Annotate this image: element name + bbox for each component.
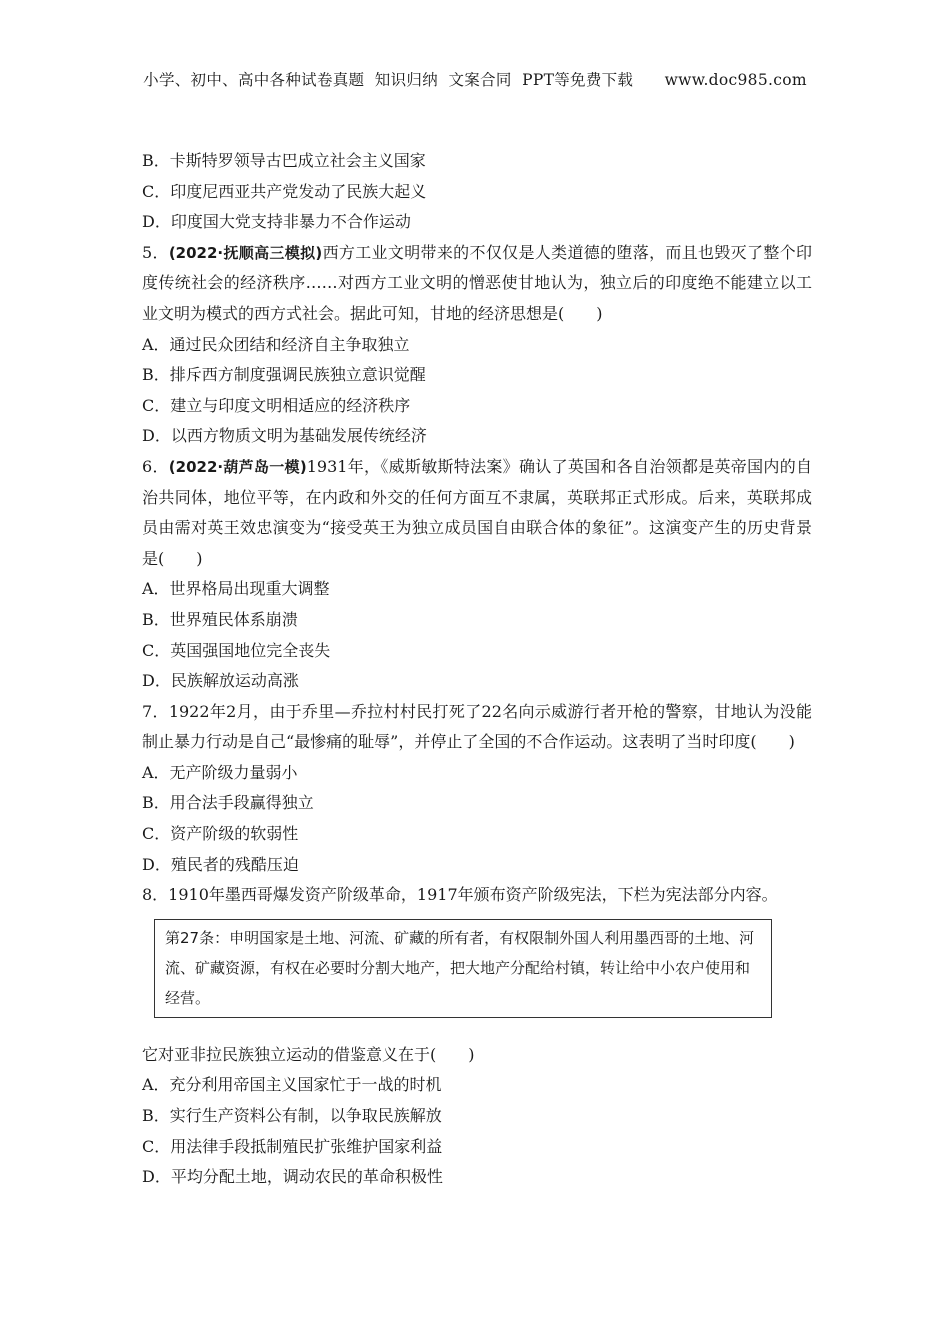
question-5-stem xyxy=(142,238,812,330)
question-6-stem xyxy=(142,452,812,574)
option-c: C．资产阶级的软弱性 xyxy=(142,824,299,844)
prev-question-options xyxy=(142,146,812,238)
option-a: A．通过民众团结和经济自主争取独立 xyxy=(142,334,410,354)
question-6 xyxy=(142,452,812,697)
question-5 xyxy=(142,238,812,452)
option-d: D．民族解放运动高涨 xyxy=(142,671,299,691)
question-7 xyxy=(142,697,812,881)
question-7-stem: 7．1922年2月，由于乔里—乔拉村村民打死了22名向示威游行者开枪的警察，甘地认为没能制止暴力行动是自己“最惨痛的耻辱”，并停止了全国的不合作运动。这表明了当时印度( ) xyxy=(142,701,812,752)
question-source: (2022·葫芦岛一模) xyxy=(168,457,307,476)
constitution-excerpt-box: 第27条：申明国家是土地、河流、矿藏的所有者，有权限制外国人利用墨西哥的土地、河流、矿藏资源，有权在必要时分割大地产，把大地产分配给村镇，转让给中小农户使用和经营。 xyxy=(154,919,772,1018)
option-b: B．用合法手段赢得独立 xyxy=(142,793,314,813)
option-b: B．卡斯特罗领导古巴成立社会主义国家 xyxy=(142,151,426,170)
option-c: C．用法律手段抵制殖民扩张维护国家利益 xyxy=(142,1136,443,1156)
question-number: 5． xyxy=(142,242,169,262)
question-text: 西方工业文明带来的不仅仅是人类道德的堕落，而且也毁灭了整个印度传统社会的经济秩序……对西方工业文明的憎恶使甘地认为，独立后的印度绝不能建立以工业文明为模式的西方式社会。据此可知，甘地的经济思想是( ) xyxy=(142,242,812,323)
option-b: B．实行生产资料公有制，以争取民族解放 xyxy=(142,1106,442,1126)
question-8 xyxy=(142,880,812,1193)
option-c: C．建立与印度文明相适应的经济秩序 xyxy=(142,395,411,415)
page-header: 小学、初中、高中各种试卷真题 知识归纳 文案合同 PPT等免费下载 www.doc985.com xyxy=(143,71,807,89)
option-d: D．以西方物质文明为基础发展传统经济 xyxy=(142,426,427,446)
question-8-stem: 8．1910年墨西哥爆发资产阶级革命，1917年颁布资产阶级宪法，下栏为宪法部分内容。 xyxy=(142,885,778,905)
option-a: A．世界格局出现重大调整 xyxy=(142,579,330,599)
option-c: C．英国强国地位完全丧失 xyxy=(142,640,331,660)
question-source: (2022·抚顺高三模拟) xyxy=(168,243,323,262)
option-a: A．无产阶级力量弱小 xyxy=(142,762,298,782)
option-d: D．印度国大党支持非暴力不合作运动 xyxy=(142,212,411,232)
option-d: D．平均分配土地，调动农民的革命积极性 xyxy=(142,1167,443,1187)
question-text: 1931年，《威斯敏斯特法案》确认了英国和各自治领都是英帝国内的自治共同体，地位平等，在内政和外交的任何方面互不隶属，英联邦正式形成。后来，英联邦成员由需对英王效忠演变为“接受英王为独立成员国自由联合体的象征”。这演变产生的历史背景是( ) xyxy=(142,456,812,568)
option-a: A．充分利用帝国主义国家忙于一战的时机 xyxy=(142,1075,442,1095)
option-b: B．排斥西方制度强调民族独立意识觉醒 xyxy=(142,365,426,385)
document-body xyxy=(142,146,812,1193)
option-d: D．殖民者的残酷压迫 xyxy=(142,854,299,874)
option-c: C．印度尼西亚共产党发动了民族大起义 xyxy=(142,181,427,201)
option-b: B．世界殖民体系崩溃 xyxy=(142,609,298,629)
question-number: 6． xyxy=(142,456,169,476)
question-8-prompt: 它对亚非拉民族独立运动的借鉴意义在于( ) xyxy=(142,1044,475,1064)
